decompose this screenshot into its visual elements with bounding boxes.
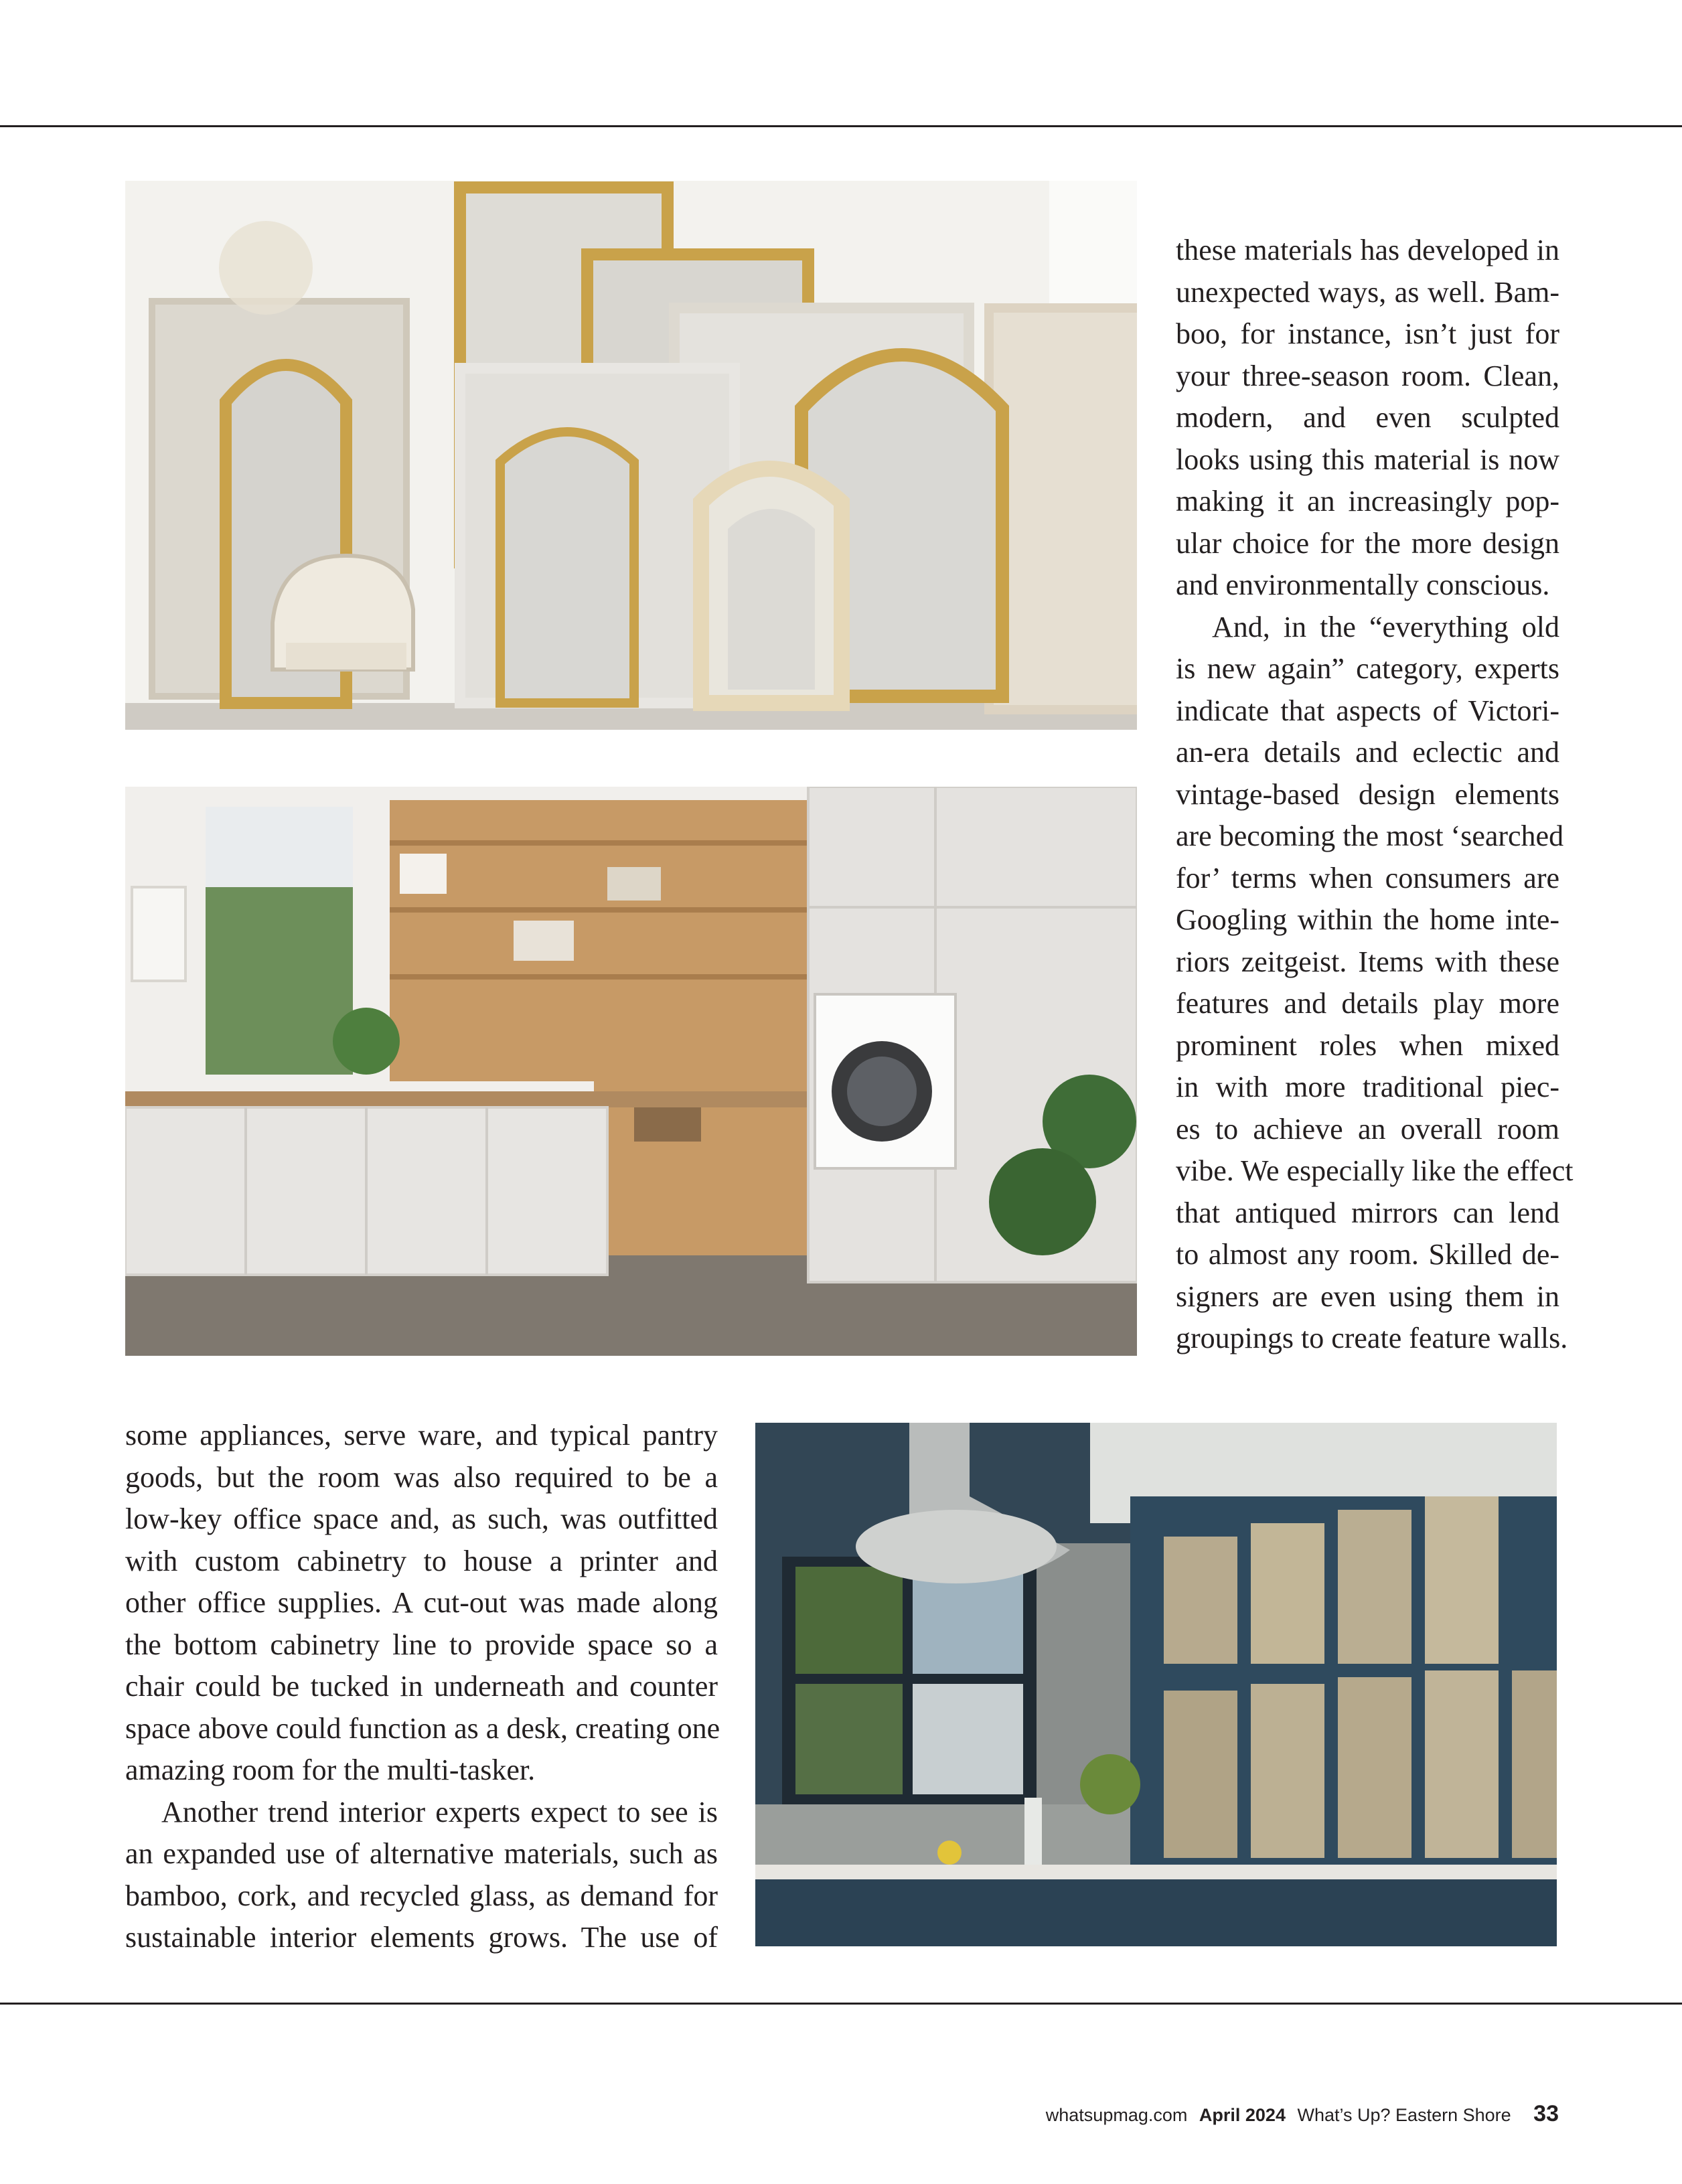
text-line: with custom cabinetry to house a printer and <box>125 1544 718 1577</box>
text-line: some appliances, serve ware, and typical pantry <box>125 1419 718 1452</box>
text-line: And, in the “everything old <box>1212 610 1559 643</box>
text-line: signers are even using them in <box>1176 1279 1559 1313</box>
text-line: making it an increasingly pop- <box>1176 485 1559 518</box>
text-line: these materials has developed in <box>1176 234 1559 266</box>
text-line: vintage-based design elements <box>1176 777 1559 811</box>
paragraph-victorian <box>1176 607 1574 1360</box>
text-line: ular choice for the more design <box>1176 526 1559 560</box>
text-line: chair could be tucked in underneath and counter <box>125 1670 718 1703</box>
text-line: an-era details and eclectic and <box>1176 736 1559 769</box>
text-line: riors zeitgeist. Items with these <box>1176 945 1559 978</box>
text-line: an expanded use of alternative materials, such as <box>125 1837 718 1870</box>
text-line: in with more traditional piec- <box>1176 1071 1559 1103</box>
text-line: modern, and even sculpted <box>1176 401 1559 434</box>
text-line: es to achieve an overall room <box>1176 1112 1559 1146</box>
text-line: the bottom cabinetry line to provide space so a <box>125 1628 718 1661</box>
text-line: prominent roles when mixed <box>1176 1028 1559 1062</box>
paragraph-office-pantry <box>125 1415 718 1792</box>
text-line: and environmentally conscious. <box>1176 568 1550 601</box>
text-line: space above could function as a desk, creating one <box>125 1711 720 1745</box>
text-line: vibe. We especially like the effect <box>1176 1154 1574 1187</box>
text-line: unexpected ways, as well. Bam- <box>1176 275 1559 309</box>
laundry-room-photo <box>125 787 1137 1356</box>
paragraph-materials <box>1176 230 1559 607</box>
article-text-right-column <box>1176 230 1574 1360</box>
bottom-rule <box>0 2003 1682 2005</box>
text-line: sustainable interior elements grows. The use of <box>125 1921 718 1954</box>
text-line: groupings to create feature walls. <box>1176 1322 1568 1354</box>
top-rule <box>0 125 1682 127</box>
text-line: to almost any room. Skilled de- <box>1176 1238 1559 1271</box>
text-line: are becoming the most ‘searched <box>1176 820 1564 852</box>
text-line: other office supplies. A cut-out was made along <box>125 1586 718 1619</box>
text-line: Googling within the home inte- <box>1176 903 1559 936</box>
text-line: that antiqued mirrors can lend <box>1176 1196 1559 1229</box>
text-line: low-key office space and, as such, was outfitted <box>125 1502 718 1535</box>
antique-mirrors-photo <box>125 181 1137 730</box>
text-line: Another trend interior experts expect to see is <box>161 1795 718 1828</box>
paragraph-alternative-materials <box>125 1792 718 1959</box>
text-line: goods, but the room was also required to be a <box>125 1460 718 1494</box>
text-line: indicate that aspects of Victori- <box>1176 694 1559 727</box>
text-line: looks using this material is now <box>1176 443 1559 476</box>
footer-site: whatsupmag.com <box>1045 2105 1188 2125</box>
text-line: features and details play more <box>1176 987 1559 1020</box>
page-footer <box>1046 2101 1559 2127</box>
text-line: bamboo, cork, and recycled glass, as demand for <box>125 1879 718 1912</box>
blue-butlers-pantry-photo <box>755 1423 1557 1946</box>
footer-issue-date: April 2024 <box>1199 2105 1286 2125</box>
page-number: 33 <box>1533 2101 1559 2126</box>
text-line: amazing room for the multi-tasker. <box>125 1753 536 1786</box>
text-line: boo, for instance, isn’t just for <box>1176 317 1559 350</box>
text-line: is new again” category, experts <box>1176 652 1559 685</box>
article-text-left-column <box>125 1415 718 1959</box>
text-line: your three-season room. Clean, <box>1176 359 1559 392</box>
footer-publication: What’s Up? Eastern Shore <box>1297 2105 1511 2125</box>
text-line: for’ terms when consumers are <box>1176 861 1559 894</box>
